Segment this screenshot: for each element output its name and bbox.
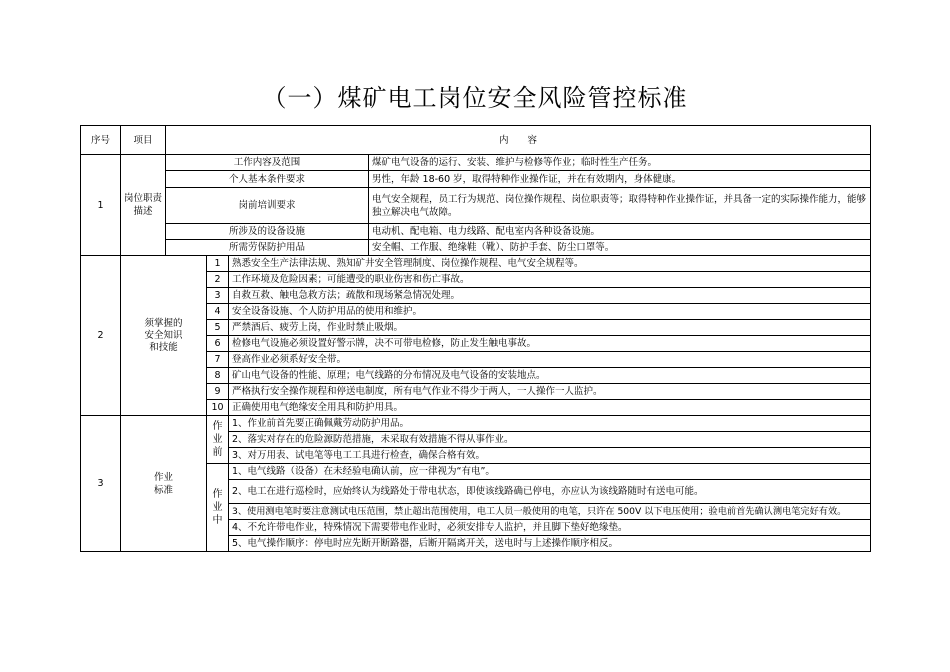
- section2-text: 安全设备设施、个人防护用品的使用和维护。: [229, 304, 871, 320]
- section2-text: 矿山电气设备的性能、原理；电气线路的分布情况及电气设备的安装地点。: [229, 368, 871, 384]
- section2-num: 7: [207, 352, 229, 368]
- section1-text: 电动机、配电箱、电力线路、配电室内各种设备设施。: [369, 224, 871, 240]
- section3-before-label: 作 业 前: [207, 416, 229, 464]
- table-row: [81, 416, 871, 432]
- table-row: [81, 240, 871, 256]
- section2-text: 检修电气设施必须设置好警示牌，决不可带电检修，防止发生触电事故。: [229, 336, 871, 352]
- section2-num: 1: [207, 256, 229, 272]
- section2-num: 2: [207, 272, 229, 288]
- section2-seq: 2: [81, 256, 121, 416]
- section1-text: 煤矿电气设备的运行、安装、维护与检修等作业；临时性生产任务。: [369, 155, 871, 171]
- section2-text: 登高作业必须系好安全带。: [229, 352, 871, 368]
- table-row: [81, 224, 871, 240]
- header-item: 项目: [121, 126, 166, 155]
- section3-before-text: 3、对万用表、试电笔等电工工具进行检查，确保合格有效。: [229, 448, 871, 464]
- section2-text: 正确使用电气绝缘安全用具和防护用具。: [229, 400, 871, 416]
- section2-num: 8: [207, 368, 229, 384]
- table-row: [81, 171, 871, 188]
- section2-text: 严禁酒后、疲劳上岗，作业时禁止吸烟。: [229, 320, 871, 336]
- section3-during-text: 3、使用测电笔时要注意测试电压范围，禁止超出范围使用，电工人员一般使用的电笔，只许在 500V 以下电压使用；验电前首先确认测电笔完好有效。: [229, 504, 871, 520]
- section3-before-text: 2、落实对存在的危险源防范措施，未采取有效措施不得从事作业。: [229, 432, 871, 448]
- table-row: [81, 155, 871, 171]
- section2-num: 3: [207, 288, 229, 304]
- section1-label: 所涉及的设备设施: [166, 224, 369, 240]
- section1-label: 所需劳保防护用品: [166, 240, 369, 256]
- section1-text: 男性，年龄 18-60 岁，取得特种作业操作证，并在有效期内，身体健康。: [369, 171, 871, 188]
- section1-label: 个人基本条件要求: [166, 171, 369, 188]
- section2-item: 须掌握的 安全知识 和技能: [121, 256, 207, 416]
- section3-during-text: 2、电工在进行巡检时，应始终认为线路处于带电状态，即使该线路确已停电，亦应认为该线路随时有送电可能。: [229, 480, 871, 504]
- section2-num: 5: [207, 320, 229, 336]
- header-content: 内 容: [166, 126, 871, 155]
- section1-text: 安全帽、工作服、绝缘鞋（靴）、防护手套、防尘口罩等。: [369, 240, 871, 256]
- section2-text: 自救互救、触电急救方法；疏散和现场紧急情况处理。: [229, 288, 871, 304]
- section3-seq: 3: [81, 416, 121, 552]
- section1-seq: 1: [81, 155, 121, 256]
- section2-text: 熟悉安全生产法律法规、熟知矿井安全管理制度、岗位操作规程、电气安全规程等。: [229, 256, 871, 272]
- header-seq: 序号: [81, 126, 121, 155]
- section3-item: 作业 标准: [121, 416, 207, 552]
- section1-label: 工作内容及范围: [166, 155, 369, 171]
- section1-text: 电气安全规程，员工行为规范、岗位操作规程、岗位职责等；取得特种作业操作证，并具备一定的实际操作能力，能够独立解决电气故障。: [369, 188, 871, 224]
- section3-before-text: 1、作业前首先要正确佩戴劳动防护用品。: [229, 416, 871, 432]
- section3-during-text: 4、不允许带电作业，特殊情况下需要带电作业时，必须安排专人监护，并且脚下垫好绝缘垫。: [229, 520, 871, 536]
- section2-num: 4: [207, 304, 229, 320]
- section2-text: 工作环境及危险因素；可能遭受的职业伤害和伤亡事故。: [229, 272, 871, 288]
- section3-during-text: 1、电气线路（设备）在未经验电确认前，应一律视为“有电”。: [229, 464, 871, 480]
- section2-num: 10: [207, 400, 229, 416]
- section2-num: 6: [207, 336, 229, 352]
- section2-text: 严格执行安全操作规程和停送电制度，所有电气作业不得少于两人，一人操作一人监护。: [229, 384, 871, 400]
- table-row: [81, 256, 871, 272]
- section3-during-text: 5、电气操作顺序：停电时应先断开断路器，后断开隔离开关，送电时与上述操作顺序相反。: [229, 536, 871, 552]
- section1-item: 岗位职责 描述: [121, 155, 166, 256]
- section1-label: 岗前培训要求: [166, 188, 369, 224]
- table-header-row: [81, 126, 871, 155]
- page-title: （一）煤矿电工岗位安全风险管控标准: [262, 84, 688, 112]
- section2-num: 9: [207, 384, 229, 400]
- risk-control-table: [80, 125, 871, 552]
- section3-during-label: 作 业 中: [207, 464, 229, 552]
- table-row: [81, 188, 871, 224]
